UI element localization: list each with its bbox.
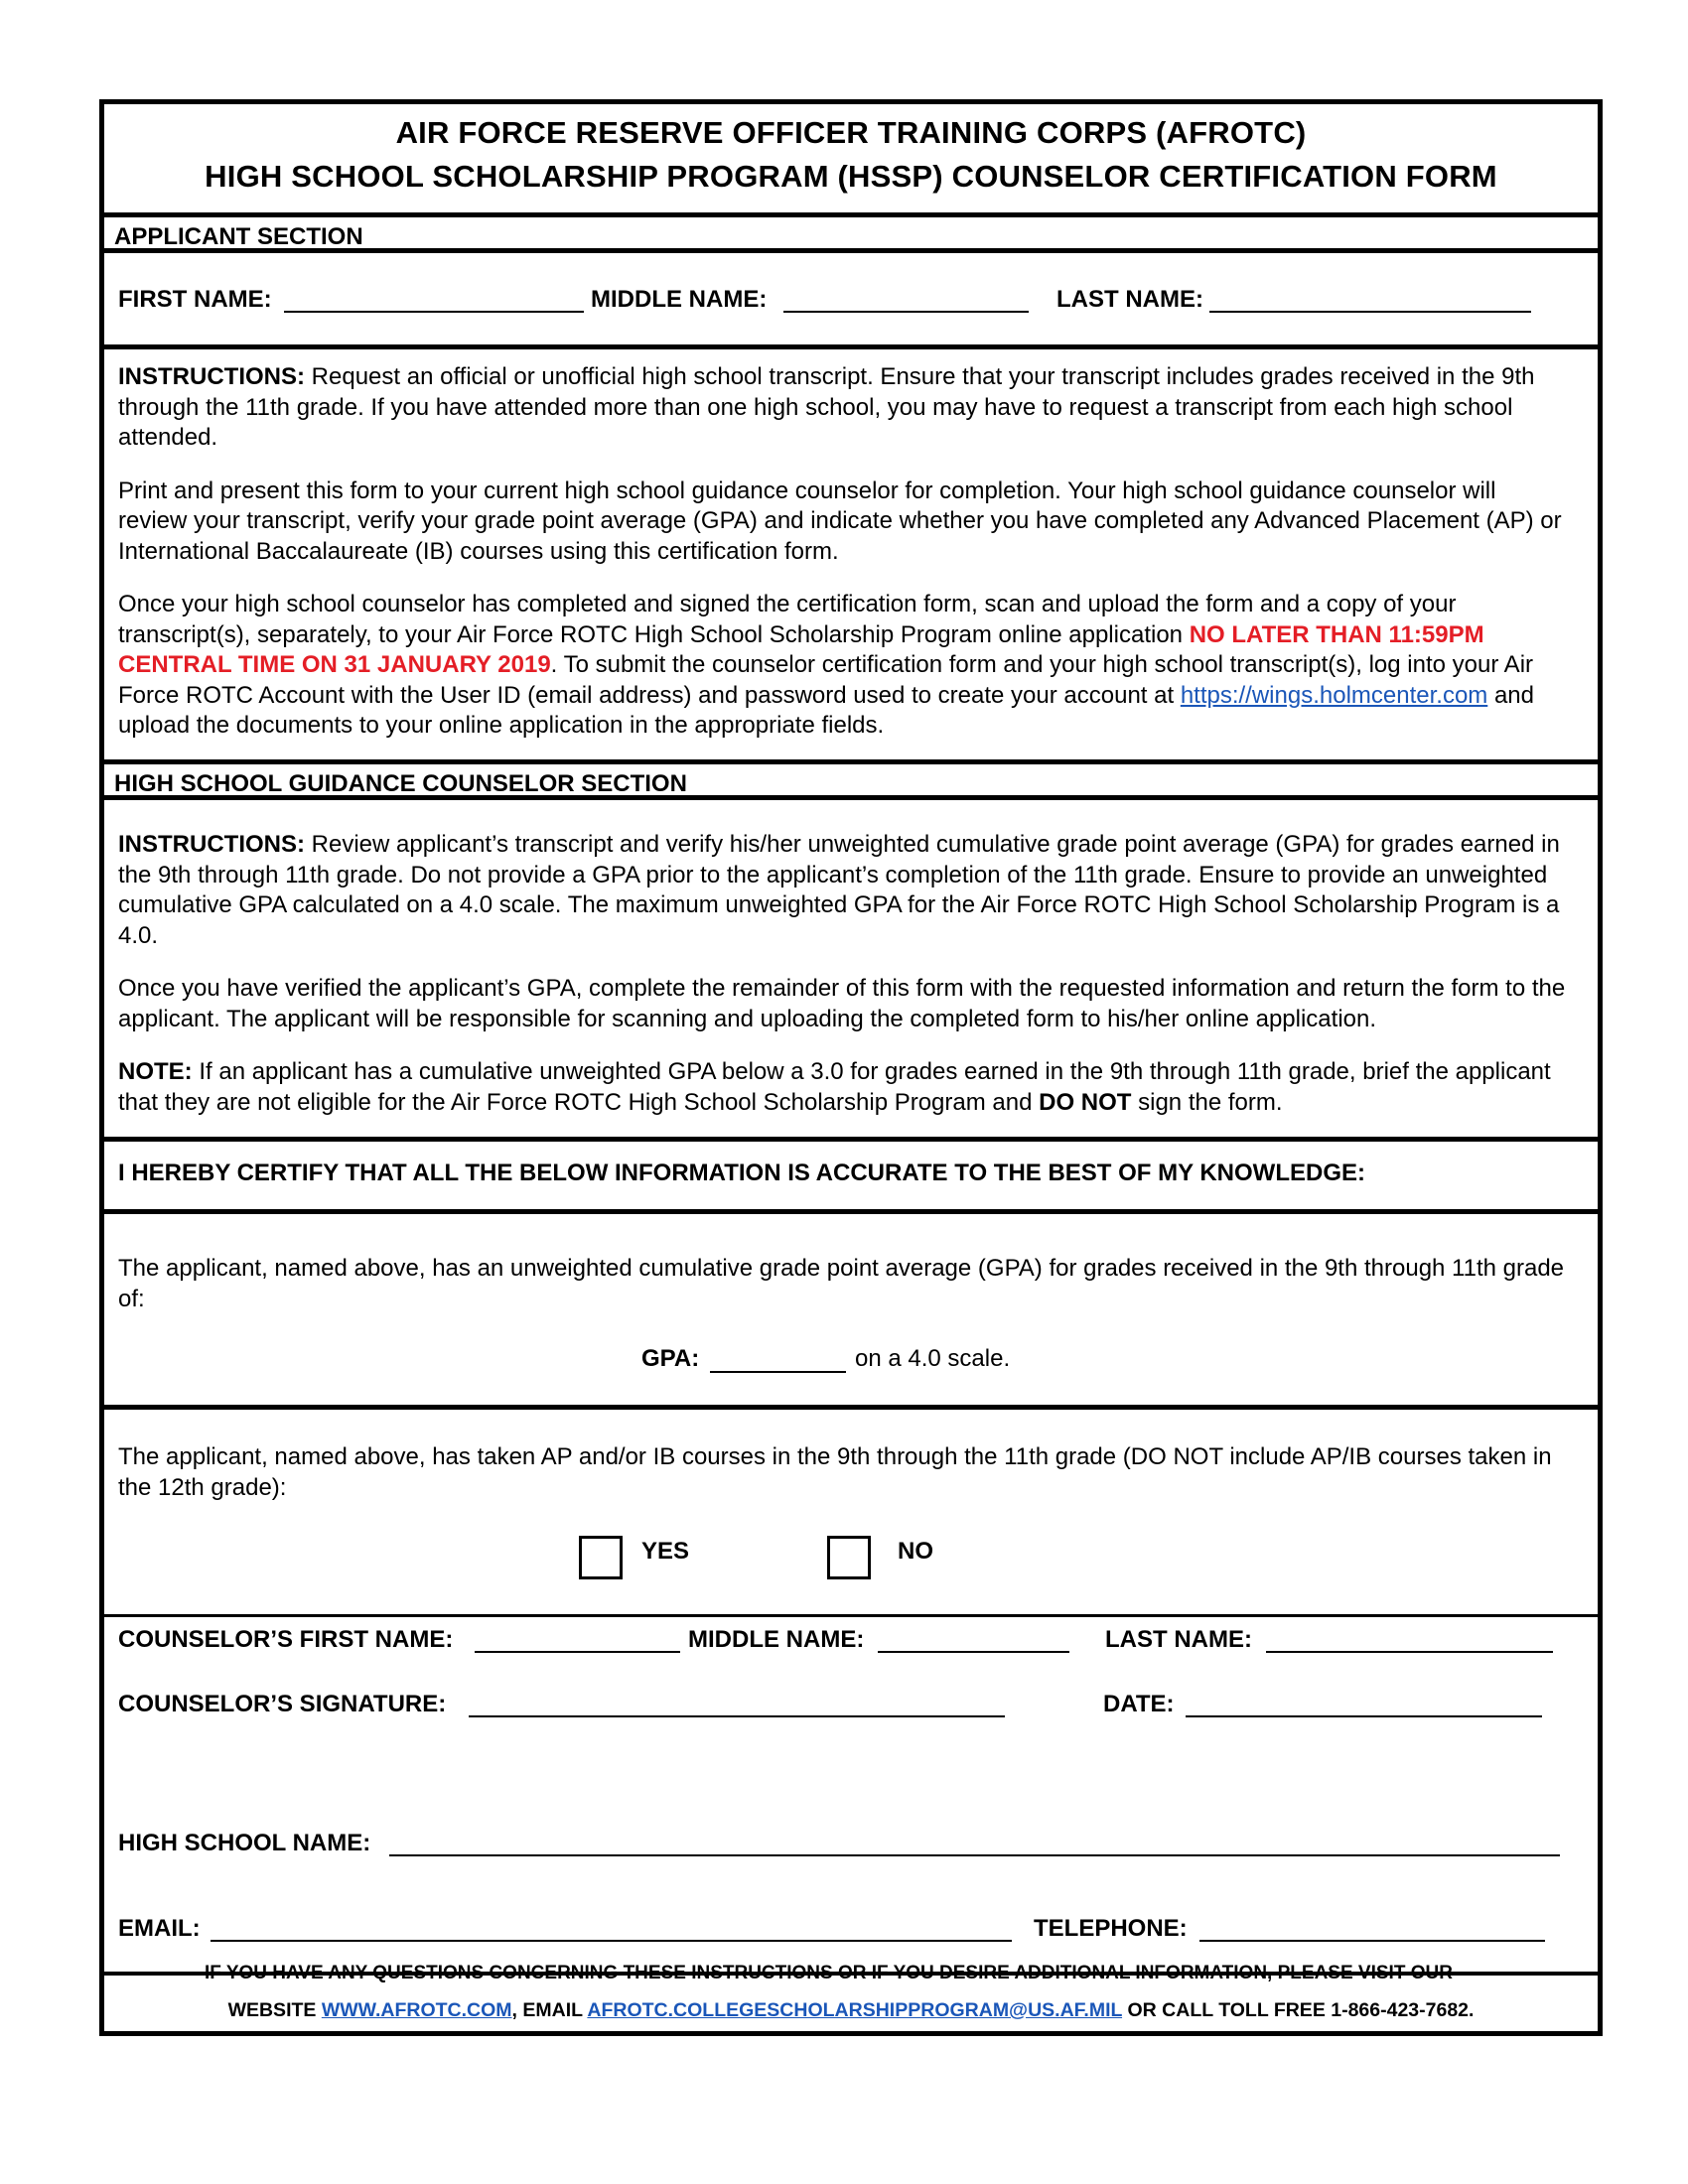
email-field[interactable] [211, 1940, 1012, 1942]
school-name-label: HIGH SCHOOL NAME: [118, 1830, 371, 1856]
applicant-section-title: APPLICANT SECTION [114, 223, 363, 250]
footer-contact [104, 1999, 1598, 2022]
certify-statement: I HEREBY CERTIFY THAT ALL THE BELOW INFORMATION IS ACCURATE TO THE BEST OF MY KNOWLEDGE: [118, 1160, 1366, 1186]
section-tick [99, 210, 104, 242]
counselor-section-title: HIGH SCHOOL GUIDANCE COUNSELOR SECTION [114, 770, 687, 797]
apib-statement-text: The applicant, named above, has taken AP and/or IB courses in the 9th through the 11th grade (DO NOT include AP/IB courses taken in the 12th grade): [118, 1443, 1552, 1501]
divider [99, 1209, 1603, 1214]
footer-line1: IF YOU HAVE ANY QUESTIONS CONCERNING THESE INSTRUCTIONS OR IF YOU DESIRE ADDITIONAL INFORMATION, PLEASE VISIT OUR [205, 1963, 1453, 1983]
footer-text: , EMAIL [511, 1999, 588, 2021]
gpa-statement-text: The applicant, named above, has an unweighted cumulative grade point average (GPA) for grades received in the 9th through 11th grade of: [118, 1255, 1565, 1312]
email-link[interactable]: AFROTC.COLLEGESCHOLARSHIPPROGRAM@US.AF.MIL [587, 1999, 1123, 2021]
gpa-statement [118, 1254, 1568, 1314]
note-label: NOTE: [118, 1058, 193, 1085]
first-name-field[interactable] [284, 311, 584, 313]
instructions-text: Once your high school counselor has completed and signed the certification form, scan and upload the form and a copy of your transcript(s), separately, to your Air Force ROTC High School Scholarship Program online application [118, 591, 1457, 648]
counselor-last-name-label: LAST NAME: [1105, 1626, 1252, 1653]
counselor-middle-name-label: MIDDLE NAME: [688, 1626, 865, 1653]
instructions-label: INSTRUCTIONS: [118, 831, 305, 858]
email-label: EMAIL: [118, 1915, 201, 1942]
divider [99, 1137, 1603, 1142]
note-emphasis: DO NOT [1039, 1088, 1132, 1116]
divider [99, 759, 1603, 764]
no-label: NO [898, 1538, 933, 1565]
instructions-text: . To submit the counselor certification form and your high school transcript(s), log into your Air Force ROTC Account with the User ID (email address) and password used to create your account at [118, 651, 1534, 709]
date-label: DATE: [1103, 1691, 1175, 1717]
instructions-paragraph-2: Once you have verified the applicant’s GPA, complete the remainder of this form with the requested information and return the form to the applicant. The applicant will be responsible for scanning and uploading the completed form to his/her online application. [118, 975, 1566, 1032]
applicant-instructions [118, 362, 1568, 742]
website-link[interactable]: WWW.AFROTC.COM [321, 1999, 512, 2021]
section-tick [99, 757, 104, 789]
gpa-field[interactable] [710, 1371, 846, 1373]
instructions-label: INSTRUCTIONS: [118, 363, 305, 390]
form-title-line1: AIR FORCE RESERVE OFFICER TRAINING CORPS (AFROTC) [395, 115, 1307, 150]
first-name-label: FIRST NAME: [118, 286, 272, 313]
counselor-first-name-label: COUNSELOR’S FIRST NAME: [118, 1626, 454, 1653]
instructions-text: and upload the documents to your online application in the appropriate fields. [118, 681, 1534, 739]
note-text: If an applicant has a cumulative unweighted GPA below a 3.0 for grades earned in the 9th through 11th grade, brief the applicant that they are not eligible for the Air Force ROTC High School Scholarship Program and [118, 1058, 1551, 1116]
middle-name-field[interactable] [783, 311, 1029, 313]
divider [99, 212, 1603, 217]
divider [99, 344, 1603, 349]
signature-label: COUNSELOR’S SIGNATURE: [118, 1691, 447, 1717]
counselor-last-name-field[interactable] [1266, 1651, 1553, 1653]
yes-label: YES [641, 1538, 690, 1565]
wings-link[interactable]: https://wings.holmcenter.com [1180, 681, 1488, 709]
no-checkbox[interactable] [827, 1536, 871, 1579]
counselor-middle-name-field[interactable] [878, 1651, 1069, 1653]
divider [99, 1405, 1603, 1410]
deadline-text: NO LATER THAN 11:59PM CENTRAL TIME ON 31 JANUARY 2019 [118, 620, 1484, 678]
apib-statement [118, 1442, 1568, 1503]
instructions-paragraph-2: Print and present this form to your current high school guidance counselor for completion. Your high school guidance counselor will review your transcript, verify your grade point average (GPA) and indicate whether you have completed any Advanced Placement (AP) or International Baccalaureate (IB) courses using this certification form. [118, 477, 1562, 565]
footer-text: WEBSITE [227, 1999, 322, 2021]
counselor-first-name-field[interactable] [475, 1651, 680, 1653]
divider [99, 1614, 1603, 1617]
last-name-field[interactable] [1209, 311, 1531, 313]
signature-field[interactable] [469, 1715, 1005, 1717]
last-name-label: LAST NAME: [1056, 286, 1203, 313]
gpa-label: GPA: [641, 1345, 700, 1372]
form-title-line2: HIGH SCHOOL SCHOLARSHIP PROGRAM (HSSP) COUNSELOR CERTIFICATION FORM [205, 159, 1497, 194]
date-field[interactable] [1186, 1715, 1542, 1717]
yes-checkbox[interactable] [579, 1536, 623, 1579]
telephone-label: TELEPHONE: [1034, 1915, 1188, 1942]
telephone-field[interactable] [1199, 1940, 1545, 1942]
note-text: sign the form. [1131, 1088, 1283, 1116]
gpa-scale: on a 4.0 scale. [855, 1345, 1011, 1372]
middle-name-label: MIDDLE NAME: [591, 286, 768, 313]
school-name-field[interactable] [389, 1854, 1560, 1856]
instructions-text: Review applicant’s transcript and verify his/her unweighted cumulative grade point average (GPA) for grades earned in the 9th through 11th grade. Do not provide a GPA prior to the applicant’s completion of the 11th grade. Ensure to provide an unweighted cumulative GPA calculated on a 4.0 scale. The maximum unweighted GPA for the Air Force ROTC High School Scholarship Program is a 4.0. [118, 831, 1560, 949]
footer-text: OR CALL TOLL FREE 1-866-423-7682. [1122, 1999, 1475, 2021]
counselor-instructions [118, 830, 1568, 1118]
instructions-text: Request an official or unofficial high school transcript. Ensure that your transcript includes grades received in the 9th through the 11th grade. If you have attended more than one high school, you may have to request a transcript from each high school attended. [118, 363, 1535, 451]
